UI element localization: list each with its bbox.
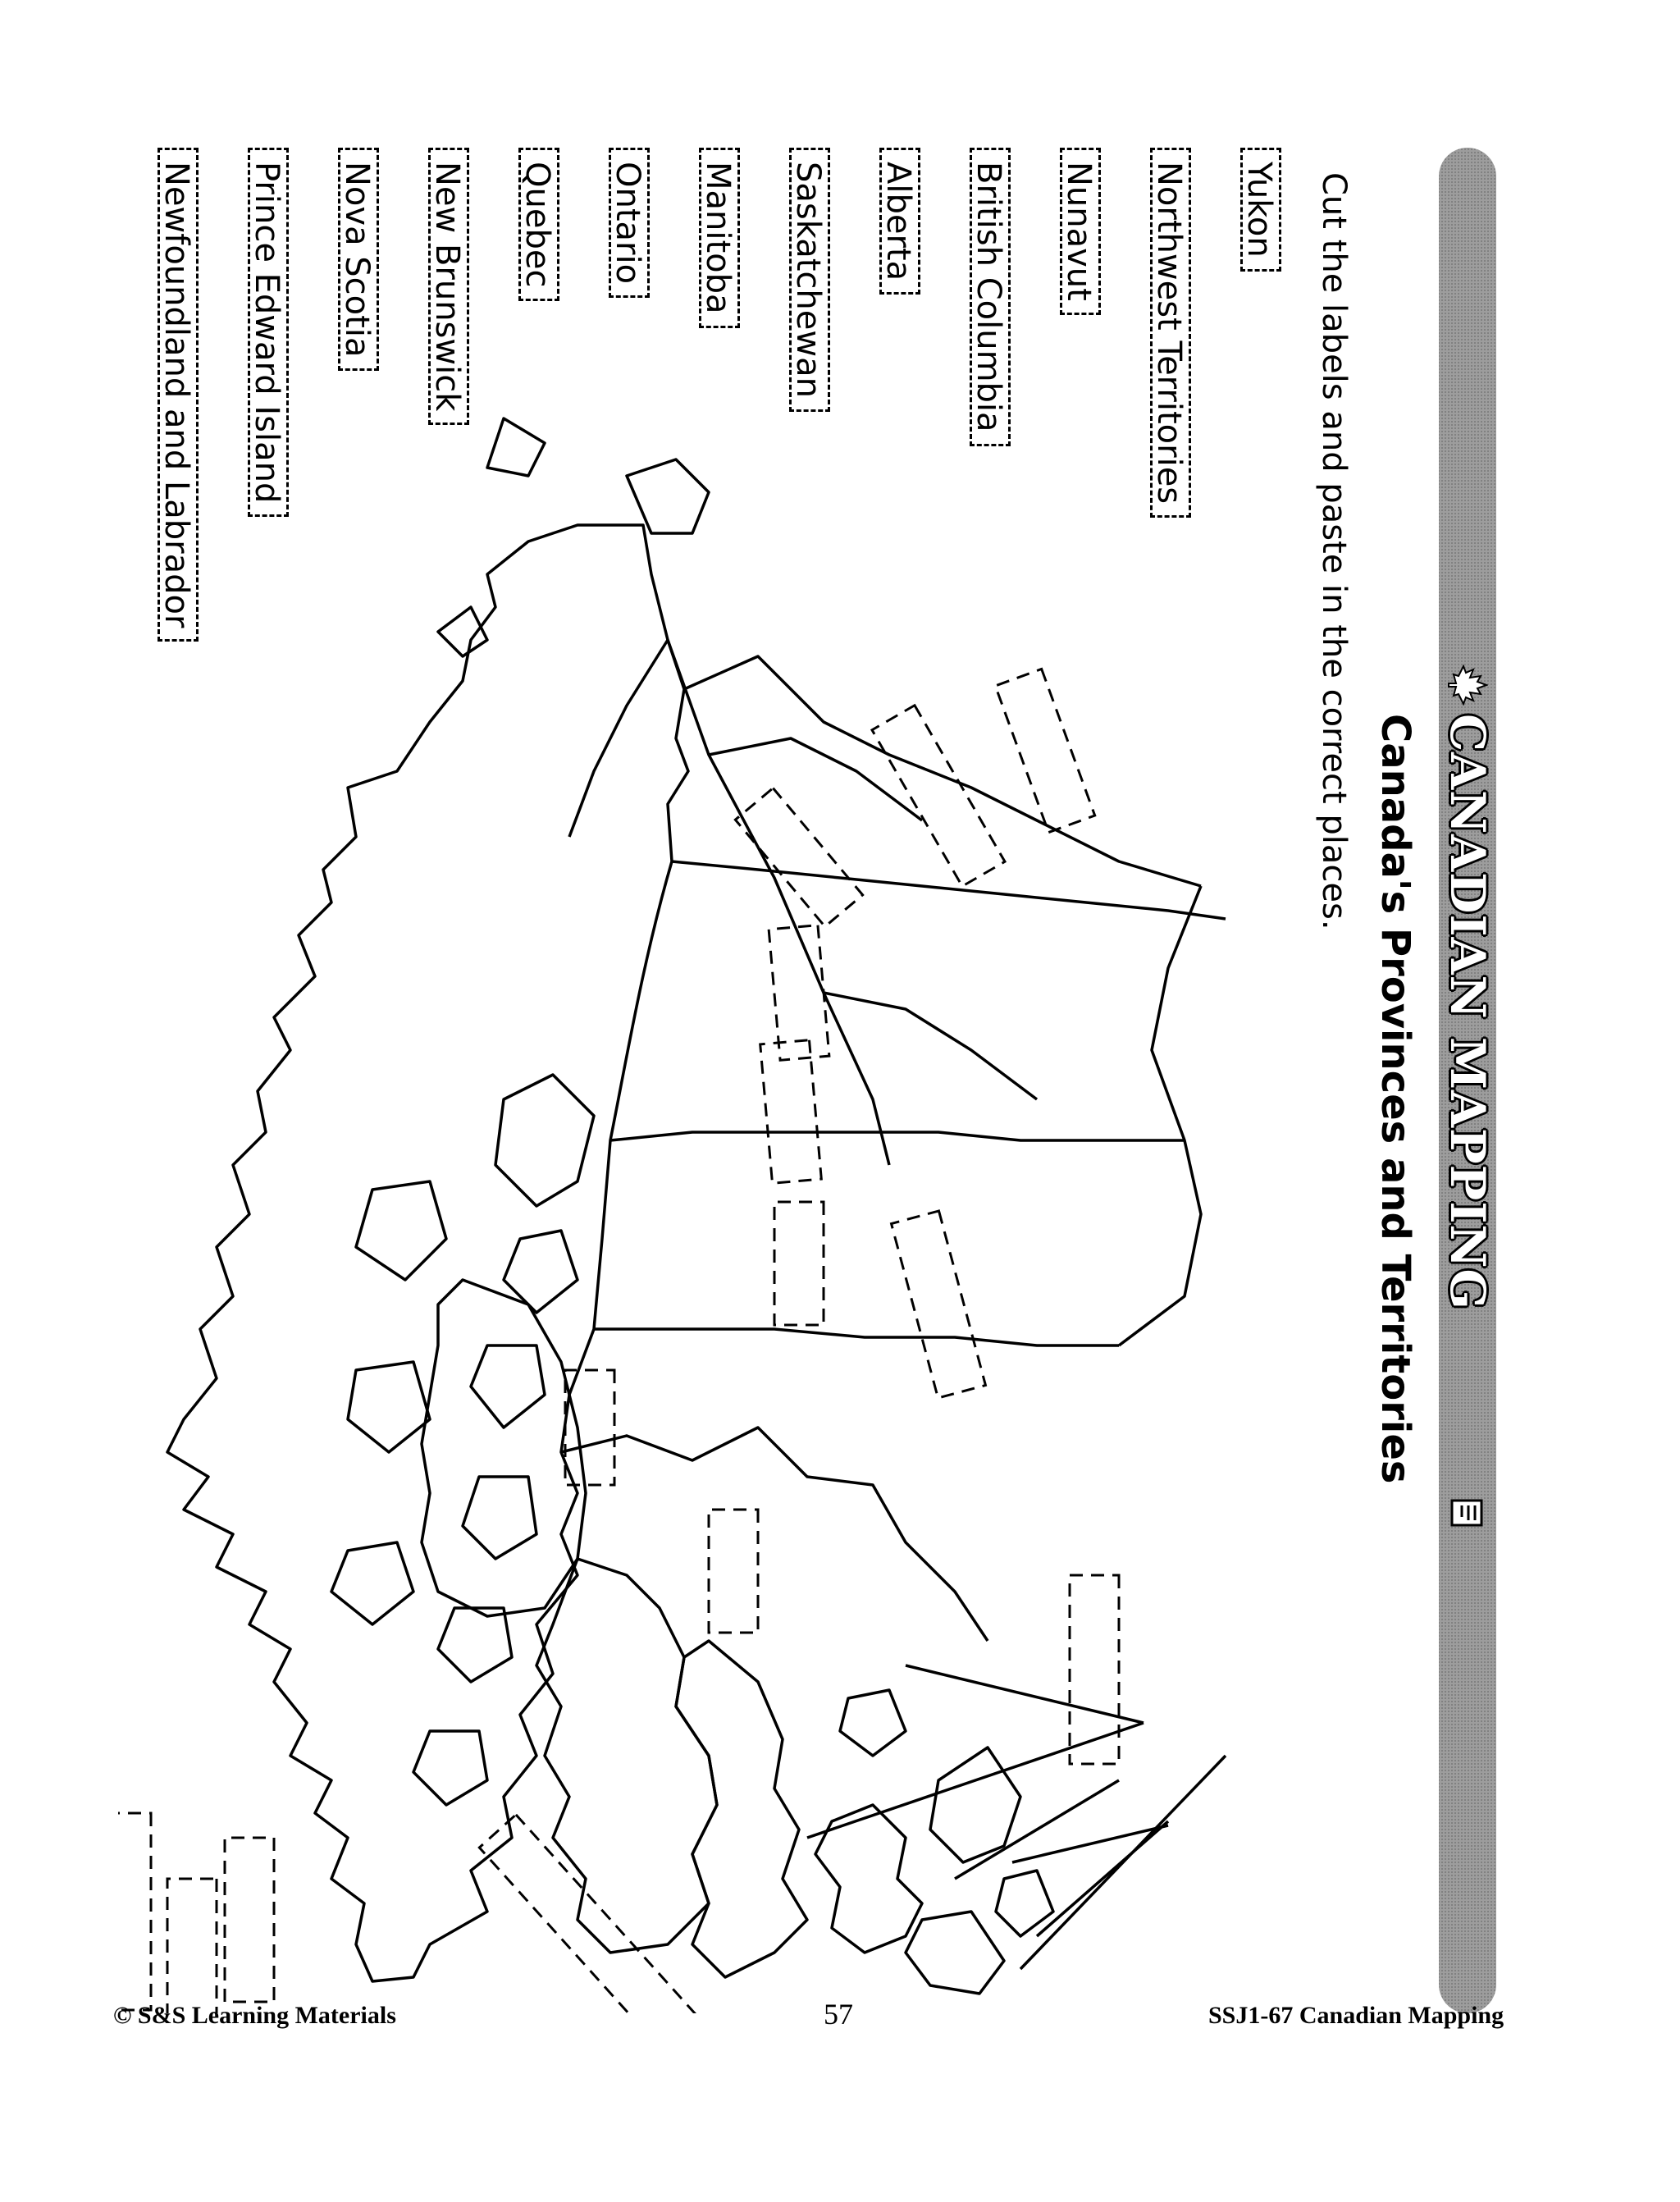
label-saskatchewan[interactable]: Saskatchewan — [789, 148, 830, 412]
banner-title: CANADIAN MAPPING — [1440, 714, 1495, 1310]
label-quebec[interactable]: Quebec — [518, 148, 559, 301]
label-nunavut[interactable]: Nunavut — [1060, 148, 1101, 315]
paste-box-british-columbia — [735, 788, 862, 927]
footer-copyright: © S&S Learning Materials — [113, 2002, 396, 2029]
paste-box-new-brunswick — [225, 1838, 274, 2002]
footer-book-title: SSJ1-67 Canadian Mapping — [1208, 2002, 1504, 2029]
paste-box-ontario — [709, 1510, 758, 1633]
canada-outline-map — [118, 148, 1496, 2013]
label-prince-edward-island[interactable]: Prince Edward Island — [248, 148, 289, 517]
paste-box-nova-scotia — [167, 1879, 217, 2013]
page-number: 57 — [824, 1998, 853, 2031]
border-bc-ab-sk-mb-line — [668, 640, 889, 1165]
label-manitoba[interactable]: Manitoba — [699, 148, 740, 328]
label-alberta[interactable]: Alberta — [879, 148, 920, 295]
paste-box-nunavut — [892, 1211, 986, 1398]
label-yukon[interactable]: Yukon — [1240, 148, 1281, 272]
label-ontario[interactable]: Ontario — [609, 148, 650, 298]
map-outer-outline — [167, 525, 688, 1981]
maritimes — [815, 1805, 922, 1953]
paste-box-newfoundland-and-labrador — [479, 1815, 823, 2013]
paste-box-prince-edward-island — [118, 1813, 151, 2010]
paste-box-manitoba — [774, 1202, 824, 1325]
instruction-text: Cut the labels and paste in the correct places. — [1315, 172, 1353, 930]
label-northwest-territories[interactable]: Northwest Territories — [1150, 148, 1191, 518]
label-nova-scotia[interactable]: Nova Scotia — [338, 148, 379, 371]
label-newfoundland-and-labrador[interactable]: Newfoundland and Labrador — [158, 148, 199, 642]
page-subtitle: Canada's Provinces and Territories — [1372, 714, 1418, 1484]
worksheet-panel — [118, 148, 1496, 2013]
paste-box-saskatchewan — [760, 1040, 822, 1184]
label-british-columbia[interactable]: British Columbia — [970, 148, 1011, 446]
label-new-brunswick[interactable]: New Brunswick — [428, 148, 469, 425]
